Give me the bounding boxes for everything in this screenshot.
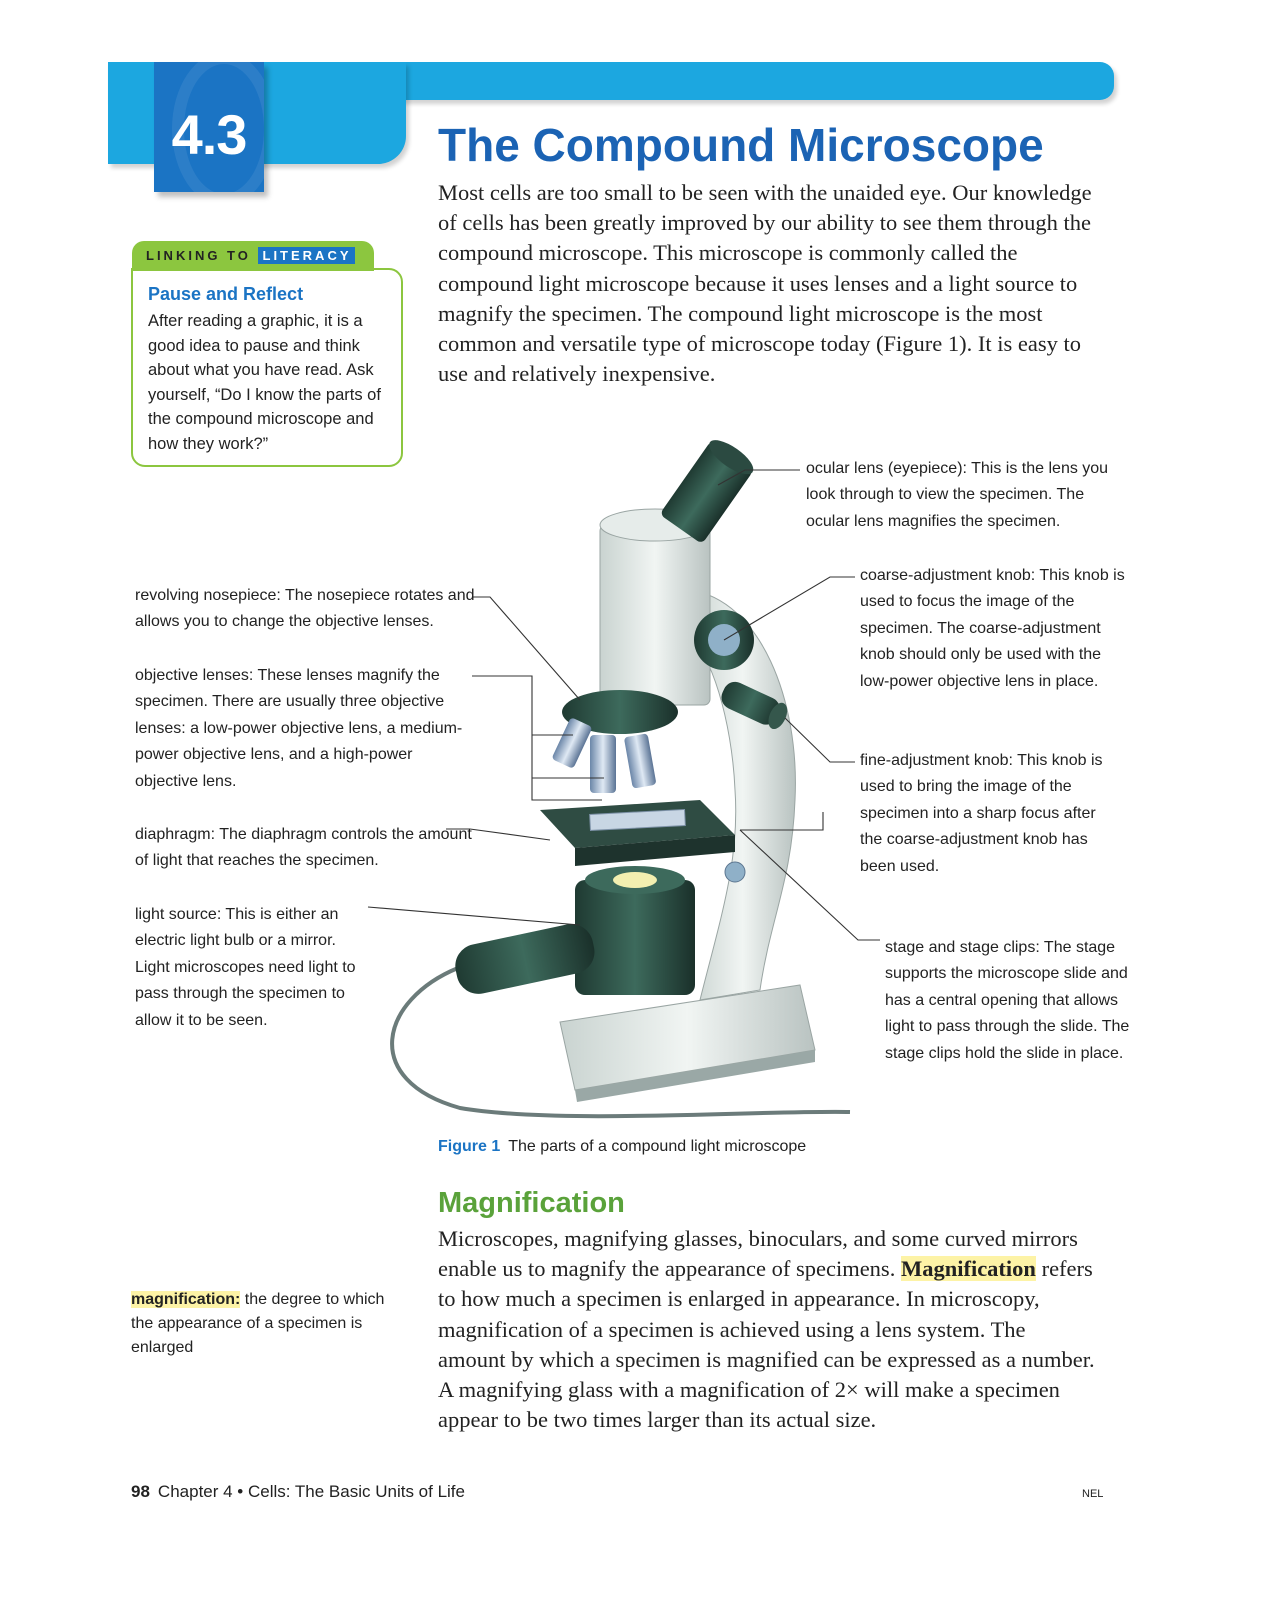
label-fine-knob: fine-adjustment knob: This knob is used to bring the image of the specimen into a sharp focus after the coarse-adjustment knob has been used. [860,752,1103,875]
glossary-entry [131,1288,401,1360]
footer-chapter: Chapter 4 • Cells: The Basic Units of Life [157,1482,465,1501]
body-tube [600,525,710,705]
magnification-paragraph [438,1224,1098,1435]
literacy-tab-literacy: LITERACY [258,247,355,264]
literacy-tab-linking: LINKING TO [146,248,251,263]
magnification-text-after: refers to how much a specimen is enlarged in appearance. In microscopy, magnification of a specimen is achieved using a lens system. The amount by which a specimen is magnified can be expressed as a number. A magnifying glass with a magnification of 2× will make a specimen appear to be two times larger than its actual size. [438,1256,1095,1433]
page-number: 98 [131,1482,150,1501]
label-stage: stage and stage clips: The stage supports the microscope slide and has a central opening that allows light to pass through the slide. The stage clips hold the slide in place. [885,939,1130,1062]
label-diaphragm: diaphragm: The diaphragm controls the amount of light that reaches the specimen. [135,826,472,870]
glossary-definition: the degree to which the appearance of a specimen is enlarged [131,1291,385,1356]
light-housing [575,880,695,995]
figure-caption-label: Figure 1 [438,1138,501,1155]
magnification-heading: Magnification [438,1187,625,1219]
page-footer [131,1482,465,1502]
literacy-body: After reading a graphic, it is a good idea to pause and think about what you have read. Ask yourself, “Do I know the parts of the compound microscope and how they work?” [148,312,381,453]
label-ocular-lens: ocular lens (eyepiece): This is the lens you look through to view the specimen. The ocular lens magnifies the specimen. [806,460,1109,530]
literacy-heading: Pause and Reflect [148,284,304,304]
figure-caption [438,1138,806,1156]
magnification-text-before: Microscopes, magnifying glasses, binoculars, and some curved mirrors enable us to magnify the appearance of specimens. [438,1226,1078,1282]
label-nosepiece: revolving nosepiece: The nosepiece rotates and allows you to change the objective lenses. [135,587,475,631]
magnification-term: Magnification [900,1256,1036,1282]
section-number: 4.3 [171,103,247,166]
section-title: The Compound Microscope [438,119,1044,171]
label-objective-lenses: objective lenses: These lenses magnify the specimen. There are usually three objective lenses: a low-power objective lens, a medium-power objective lens, and a high-power objective lens. [135,667,463,790]
glossary-term: magnification: [131,1291,241,1308]
figure-caption-text: The parts of a compound light microscope [508,1138,807,1155]
label-coarse-knob: coarse-adjustment knob: This knob is used to focus the image of the specimen. The coarse-adjustment knob should only be used with the low-power objective lens in place. [860,567,1125,690]
intro-paragraph: Most cells are too small to be seen with the unaided eye. Our knowledge of cells has been greatly improved by our ability to see them through the compound microscope. This microscope is commonly called the compound light microscope because it uses lenses and a light source to magnify the specimen. The compound light microscope is the most common and versatile type of microscope today (Figure 1). It is easy to use and relatively inexpensive. [438,180,1092,387]
label-light-source: light source: This is either an electric light bulb or a mirror. Light microscopes need light to pass through the specimen to allow it to be seen. [135,906,356,1029]
footer-publisher: NEL [1082,1488,1104,1500]
